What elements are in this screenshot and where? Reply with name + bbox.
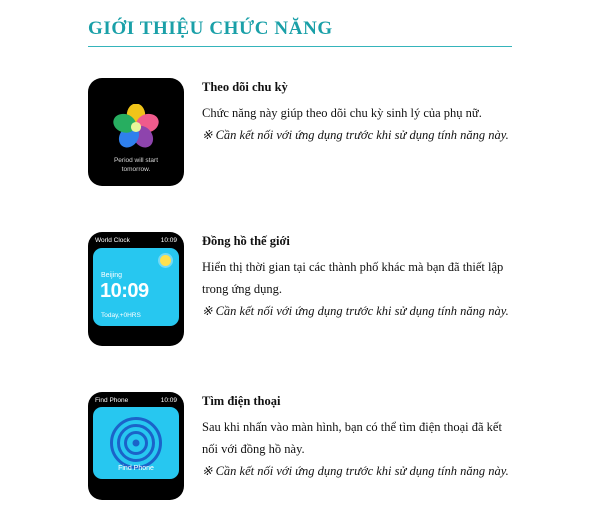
watch-screen [88, 392, 184, 500]
feature-text [202, 232, 512, 322]
find-phone-card [93, 407, 179, 479]
watch-app-name: World Clock [95, 237, 130, 244]
feature-row-period [88, 78, 512, 186]
feature-text [202, 78, 512, 146]
feature-title: Tìm điện thoại [202, 394, 281, 408]
watch-illustration-world-clock [88, 232, 184, 346]
radar-icon [112, 419, 160, 467]
feature-description: Sau khi nhấn vào màn hình, bạn có thể tìm điện thoại đã kết nối với đồng hồ này. [202, 420, 502, 456]
heading-divider [88, 46, 512, 47]
find-phone-caption: Find Phone [118, 465, 154, 472]
watch-caption-line1: Period will start [113, 157, 159, 164]
feature-row-world-clock [88, 232, 512, 346]
watch-caption [88, 156, 184, 174]
clock-time: 10:09 [100, 280, 149, 302]
world-clock-card [93, 248, 179, 326]
watch-status-bar [88, 232, 184, 248]
flower-icon [113, 104, 159, 150]
watch-caption-line2: tomorrow. [121, 166, 151, 173]
watch-app-name: Find Phone [95, 397, 129, 404]
feature-title: Đồng hồ thế giới [202, 234, 290, 248]
watch-status-bar [88, 392, 184, 407]
feature-row-find-phone [88, 392, 512, 500]
watch-status-time: 10:09 [160, 237, 177, 244]
watch-screen [88, 232, 184, 346]
feature-description: Chức năng này giúp theo dõi chu kỳ sinh lý của phụ nữ. [202, 106, 482, 120]
feature-text [202, 392, 512, 482]
watch-illustration-find-phone [88, 392, 184, 500]
page-title: GIỚI THIỆU CHỨC NĂNG [88, 18, 333, 39]
watch-status-time: 10:09 [160, 397, 177, 404]
feature-title: Theo dõi chu kỳ [202, 80, 288, 94]
feature-description: Hiển thị thời gian tại các thành phố khác mà bạn đã thiết lập trong ứng dụng. [202, 260, 504, 296]
feature-note: ※ Cần kết nối với ứng dụng trước khi sử dụng tính năng này. [202, 304, 509, 318]
watch-illustration-period [88, 78, 184, 186]
clock-offset: Today,+0HRS [101, 312, 141, 319]
section-heading [88, 16, 512, 47]
feature-note: ※ Cần kết nối với ứng dụng trước khi sử dụng tính năng này. [202, 464, 509, 478]
watch-screen [88, 78, 184, 186]
radar-center-dot [133, 440, 140, 447]
sun-icon [160, 255, 171, 266]
feature-note: ※ Cần kết nối với ứng dụng trước khi sử dụng tính năng này. [202, 128, 509, 142]
city-label: Beijing [101, 272, 123, 279]
